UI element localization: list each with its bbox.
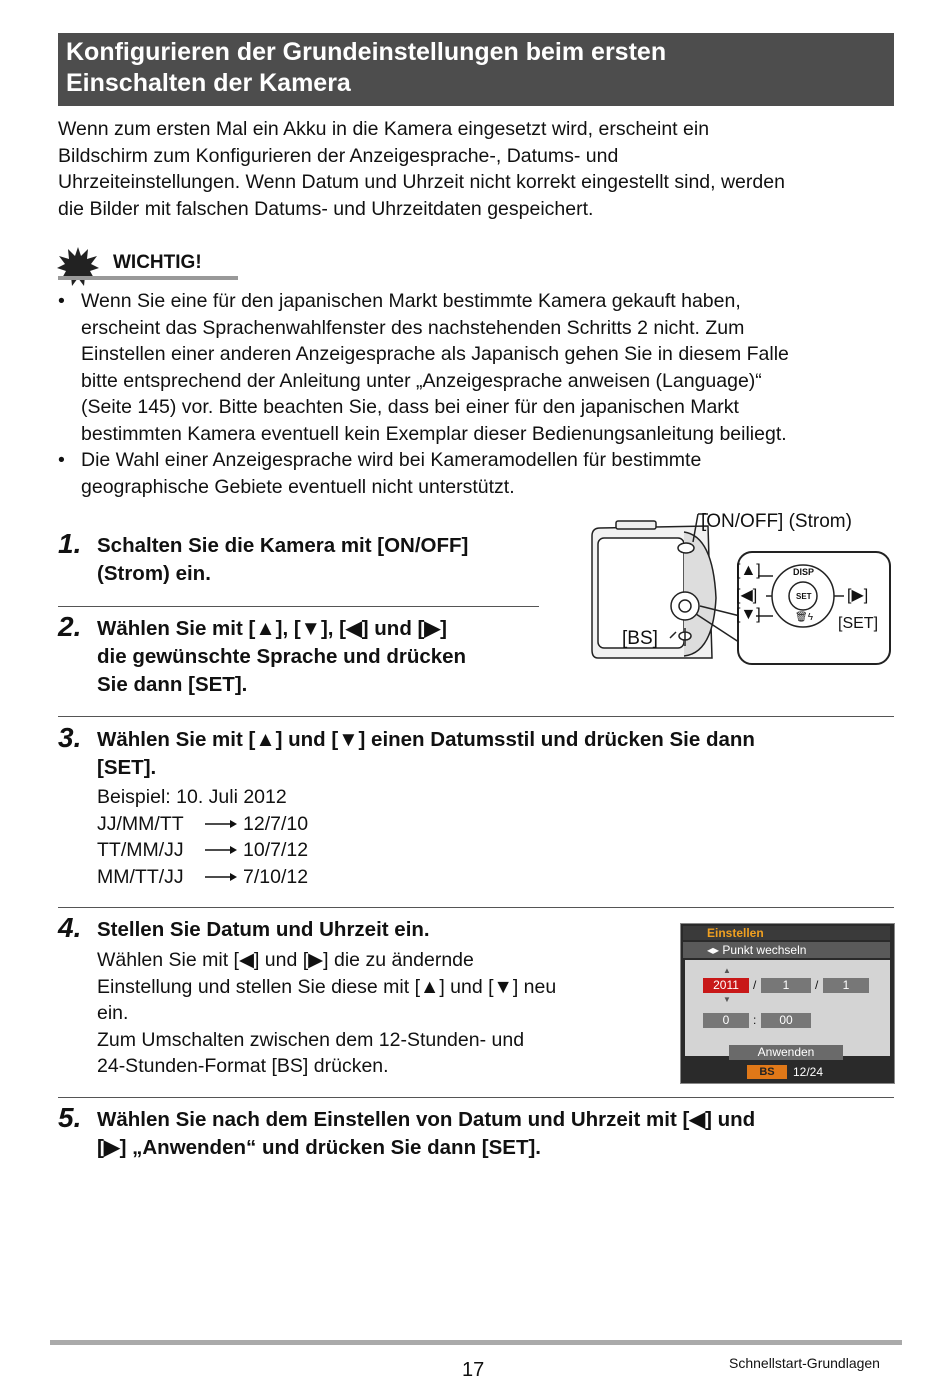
step-line: die gewünschte Sprache und drücken [97, 645, 467, 668]
date-style-examples [97, 784, 497, 890]
bullet-line: Wenn Sie eine für den japanischen Markt bestimmte Kamera gekauft haben, [81, 290, 741, 312]
step-4-title: Stellen Sie Datum und Uhrzeit ein. [97, 918, 430, 941]
step-line: Wählen Sie mit [◀] und [▶] die zu ändernde [97, 949, 474, 971]
step-4-body [97, 947, 657, 1080]
down-arrow-icon: ▼ [723, 995, 731, 1004]
label-left: [◀] [736, 587, 758, 604]
step-line: 24-Stunden-Format [BS] drücken. [97, 1055, 389, 1078]
section-title-bar [58, 33, 894, 106]
lcd-subtitle-text: Punkt wechseln [722, 943, 807, 957]
intro-paragraph [58, 116, 898, 222]
step-divider [58, 907, 894, 908]
important-underline [58, 276, 238, 280]
lcd-day-field: 1 [823, 978, 869, 993]
label-set: [SET] [838, 615, 879, 632]
bullet-line: (Seite 145) vor. Bitte beachten Sie, dass bei einer für den japanischen Markt [81, 396, 739, 419]
lcd-month-field: 1 [761, 978, 811, 993]
step-line: Wählen Sie mit [▲] und [▼] einen Datumsstil und drücken Sie dann [97, 728, 755, 751]
step-line: Sie dann [SET]. [97, 673, 248, 696]
label-onoff: [ON/OFF] (Strom) [701, 511, 852, 532]
step-5-number: 5. [58, 1102, 82, 1133]
step-4-number: 4. [58, 912, 82, 943]
bullet-line: bitte entsprechend der Anleitung unter „Anzeigesprache anweisen (Language)“ [81, 369, 762, 392]
label-bs: [BS] [622, 628, 658, 649]
up-arrow-icon: ▲ [723, 966, 731, 975]
bullet-line: Die Wahl einer Anzeigesprache wird bei Kameramodellen für bestimmte [81, 449, 702, 471]
lcd-apply-button: Anwenden [729, 1045, 843, 1060]
step-line: [SET]. [97, 756, 157, 779]
section-title-line-1: Konfigurieren der Grundeinstellungen beim ersten [66, 38, 667, 66]
step-line: ein. [97, 1002, 129, 1025]
footer-section-name: Schnellstart-Grundlagen [729, 1355, 880, 1371]
example-row [97, 811, 497, 838]
bullet-line: geographische Gebiete eventuell nicht unterstützt. [81, 475, 515, 498]
important-title: WICHTIG! [113, 252, 202, 273]
lcd-separator: / [753, 978, 757, 992]
step-line: [▶] „Anwenden“ und drücken Sie dann [SET]. [97, 1136, 542, 1159]
step-line: Wählen Sie mit [▲], [▼], [◀] und [▶] [97, 617, 447, 640]
step-line: (Strom) ein. [97, 562, 211, 585]
lcd-minute-field: 00 [761, 1013, 811, 1028]
example-format: MM/TT/JJ [97, 865, 184, 888]
bullet-dot: • [58, 290, 65, 312]
bullet-line: erscheint das Sprachenwahlfenster des nachstehenden Schritts 2 nicht. Zum [81, 316, 745, 339]
arrow-right-icon [203, 871, 239, 883]
lcd-bs-key: BS [747, 1065, 787, 1079]
arrow-right-icon [203, 844, 239, 856]
lcd-year-field: 2011 [703, 978, 749, 993]
lcd-screen [680, 923, 895, 1084]
example-value: 7/10/12 [243, 865, 309, 888]
bullet-line: Einstellen einer anderen Anzeigesprache als Japanisch gehen Sie in diesem Falle [81, 343, 789, 366]
step-divider [58, 606, 539, 607]
set-button-label: SET [796, 592, 812, 601]
intro-line: Wenn zum ersten Mal ein Akku in die Kamera eingesetzt wird, erscheint ein [58, 118, 710, 140]
step-divider [58, 716, 894, 717]
label-right: [▶] [847, 587, 869, 604]
page-number: 17 [462, 1359, 485, 1381]
example-value: 12/7/10 [243, 812, 309, 835]
section-title [66, 37, 666, 99]
bullet-line: bestimmten Kamera eventuell kein Exemplar dieser Bedienungsanleitung beiliegt. [81, 422, 787, 445]
important-bullet-2 [58, 447, 898, 501]
step-3-number: 3. [58, 722, 82, 753]
step-line: Wählen Sie nach dem Einstellen von Datum und Uhrzeit mit [◀] und [97, 1108, 756, 1131]
lcd-hour-field: 0 [703, 1013, 749, 1028]
starburst-icon [57, 246, 99, 286]
bullet-dot: • [58, 449, 65, 471]
trash-flash-icon: 🗑ϟ [795, 612, 813, 623]
example-format: TT/MM/JJ [97, 839, 184, 862]
step-5-text [97, 1106, 897, 1162]
step-line: Schalten Sie die Kamera mit [ON/OFF] [97, 534, 469, 557]
left-right-icon: ◂▸ [707, 943, 723, 957]
step-2-text [97, 615, 547, 699]
example-heading: Beispiel: 10. Juli 2012 [97, 786, 287, 808]
lcd-title: Einstellen [707, 926, 764, 940]
intro-line: die Bilder mit falschen Datums- und Uhrzeitdaten gespeichert. [58, 197, 594, 220]
step-line: Zum Umschalten zwischen dem 12-Stunden- und [97, 1028, 525, 1051]
example-row [97, 837, 497, 864]
step-divider [58, 1097, 894, 1098]
lcd-format-label: 12/24 [793, 1065, 824, 1079]
lcd-subtitle [707, 943, 806, 957]
label-up: [▲] [736, 562, 761, 579]
step-line: Einstellung und stellen Sie diese mit [▲] und [▼] neu [97, 975, 557, 998]
intro-line: Uhrzeiteinstellungen. Wenn Datum und Uhrzeit nicht korrekt eingestellt sind, werden [58, 171, 785, 194]
intro-line: Bildschirm zum Konfigurieren der Anzeigesprache-, Datums- und [58, 144, 619, 167]
step-2-number: 2. [58, 611, 82, 642]
arrow-right-icon [203, 818, 239, 830]
lcd-separator: : [753, 1013, 757, 1027]
step-1-number: 1. [58, 528, 82, 559]
lcd-separator: / [815, 978, 819, 992]
footer-rule [50, 1340, 902, 1345]
example-value: 10/7/12 [243, 839, 309, 862]
example-format: JJ/MM/TT [97, 812, 184, 835]
step-3-text [97, 726, 897, 782]
section-title-line-2: Einschalten der Kamera [66, 69, 351, 97]
important-bullet-1 [58, 288, 898, 448]
example-row [97, 864, 497, 891]
disp-button-label: DISP [793, 567, 815, 577]
step-1-text [97, 532, 547, 588]
label-down: [▼] [736, 606, 761, 623]
